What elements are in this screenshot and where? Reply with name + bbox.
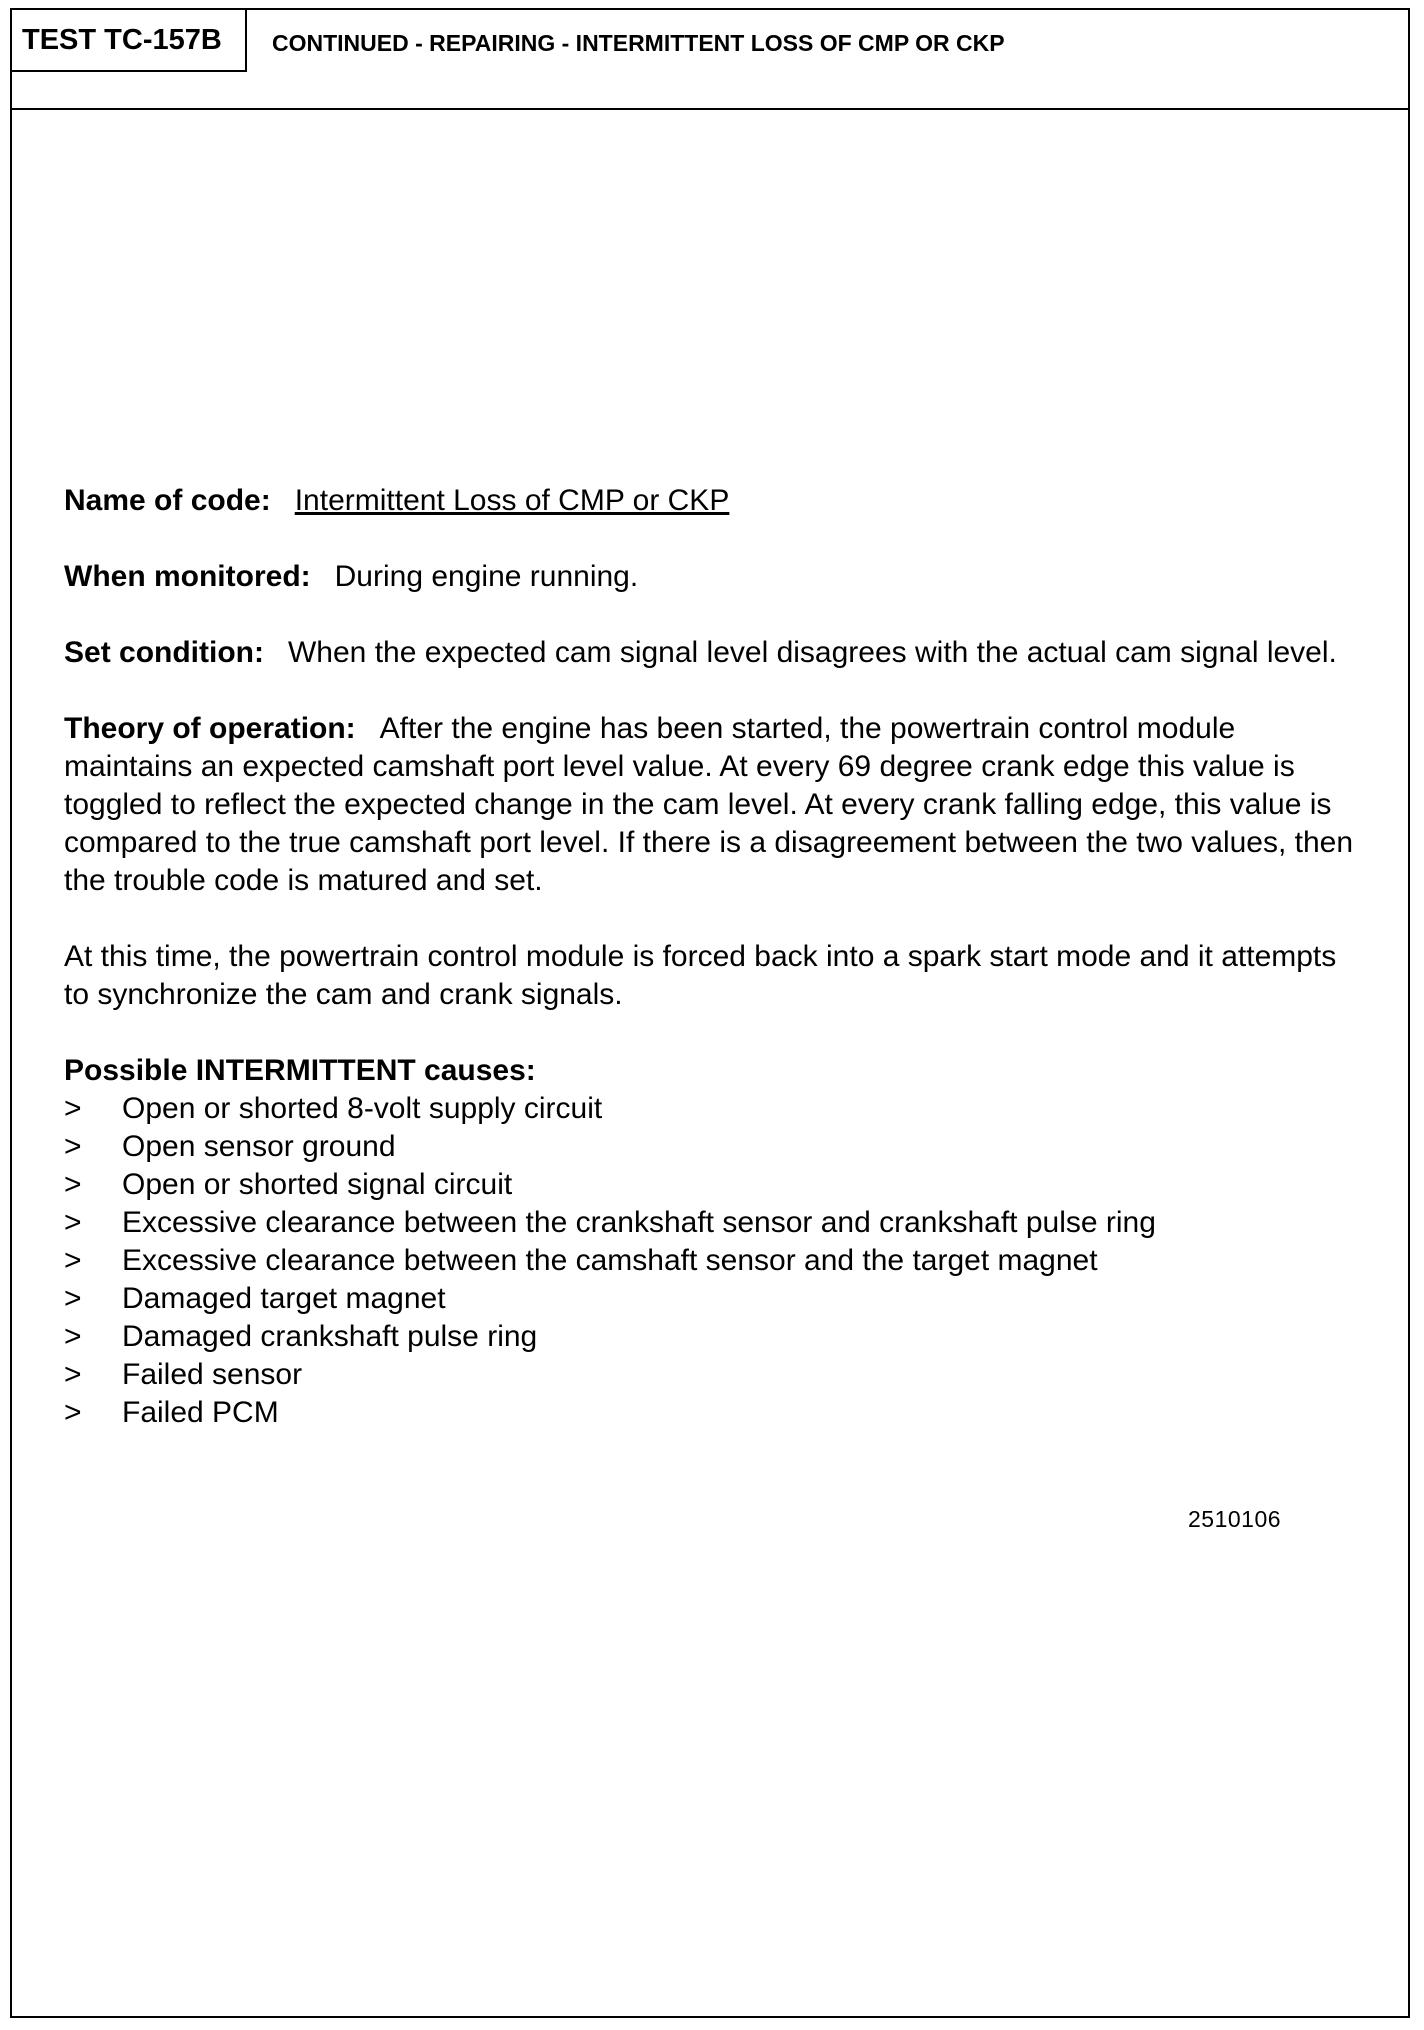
bullet-marker: > <box>64 1282 82 1315</box>
name-of-code-value: Intermittent Loss of CMP or CKP <box>294 484 730 517</box>
header-title: CONTINUED - REPAIRING - INTERMITTENT LOSS OF CMP OR CKP <box>272 30 1005 56</box>
list-item: > Open or shorted 8-volt supply circuit <box>64 1090 1354 1128</box>
name-of-code-section <box>64 482 1354 520</box>
theory-section <box>64 710 1354 900</box>
when-monitored-section <box>64 558 1354 596</box>
causes-list <box>64 1090 1354 1432</box>
list-item: > Excessive clearance between the crankshaft sensor and crankshaft pulse ring <box>64 1204 1354 1242</box>
set-condition-value: When the expected cam signal level disagrees with the actual cam signal level. <box>287 636 1337 669</box>
bullet-marker: > <box>64 1130 82 1163</box>
list-item: > Failed PCM <box>64 1394 1354 1432</box>
list-item: > Damaged crankshaft pulse ring <box>64 1318 1354 1356</box>
theory-value: After the engine has been started, the powertrain control module maintains an expected camshaft port level value. At every 69 degree crank edge this value is toggled to reflect the expected change in the cam level. At every crank falling edge, this value is compared to the true camshaft port level. If there is a disagreement between the two values, then the trouble code is matured and set. <box>64 712 1354 897</box>
test-id-label: TEST TC-157B <box>12 10 247 72</box>
when-monitored-label: When monitored: <box>64 560 311 593</box>
list-item: > Excessive clearance between the camshaft sensor and the target magnet <box>64 1242 1354 1280</box>
bullet-marker: > <box>64 1092 82 1125</box>
bullet-marker: > <box>64 1244 82 1277</box>
bullet-marker: > <box>64 1168 82 1201</box>
document-body <box>64 482 1354 1432</box>
bullet-marker: > <box>64 1396 82 1429</box>
bullet-marker: > <box>64 1320 82 1353</box>
document-number: 2510106 <box>1188 1506 1282 1532</box>
spark-note: At this time, the powertrain control module is forced back into a spark start mode and it attempts to synchronize the cam and crank signals. <box>64 940 1337 1011</box>
list-item: > Open sensor ground <box>64 1128 1354 1166</box>
theory-label: Theory of operation: <box>64 712 356 745</box>
list-item: > Open or shorted signal circuit <box>64 1166 1354 1204</box>
bullet-marker: > <box>64 1206 82 1239</box>
set-condition-section <box>64 634 1354 672</box>
list-item: > Failed sensor <box>64 1356 1354 1394</box>
causes-heading: Possible INTERMITTENT causes: <box>64 1054 536 1087</box>
bullet-marker: > <box>64 1358 82 1391</box>
when-monitored-value: During engine running. <box>334 560 639 593</box>
header-row <box>12 10 1408 110</box>
name-of-code-label: Name of code: <box>64 484 271 517</box>
list-item: > Damaged target magnet <box>64 1280 1354 1318</box>
set-condition-label: Set condition: <box>64 636 264 669</box>
